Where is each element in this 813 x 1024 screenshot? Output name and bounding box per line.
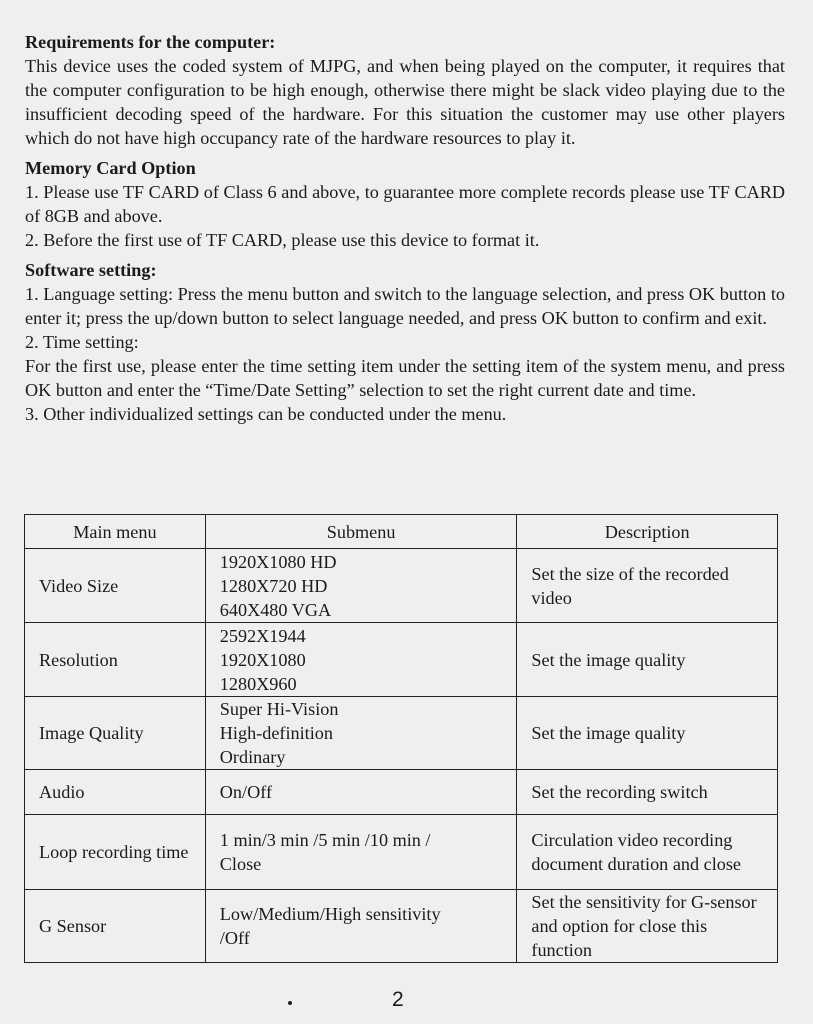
submenu-option: Close: [219, 854, 262, 874]
dot-mark: [288, 1001, 292, 1005]
requirements-heading: Requirements for the computer:: [25, 32, 276, 52]
submenu-option: Low/Medium/High sensitivity: [219, 904, 441, 924]
submenu-option: Ordinary: [219, 747, 286, 767]
table-row: [25, 815, 778, 890]
description-cell: Set the image quality: [517, 697, 778, 770]
table-row: [25, 549, 778, 623]
submenu-option: 1280X720 HD: [219, 575, 328, 596]
page-number: 2: [392, 988, 404, 1011]
main-menu-cell: Video Size: [25, 549, 206, 623]
other-settings-text: 3. Other individualized settings can be conducted under the menu.: [25, 404, 507, 424]
table-row: [25, 697, 778, 770]
language-setting-text: 1. Language setting: Press the menu button and switch to the language selection, and press OK button to enter it; press the up/down button to select language needed, and press OK button to confirm and exit.: [25, 284, 785, 328]
submenu-option: /Off: [219, 928, 250, 948]
description-cell: Set the sensitivity for G-sensor and option for close this function: [517, 890, 778, 963]
submenu-option: High-definition: [219, 723, 333, 743]
time-setting-title: 2. Time setting:: [25, 332, 139, 352]
header-description: Description: [517, 515, 778, 549]
software-heading: Software setting:: [25, 260, 157, 280]
submenu-option: 1920X1080: [219, 649, 306, 670]
submenu-option: Super Hi-Vision: [219, 699, 339, 719]
requirements-section: [25, 30, 785, 150]
submenu-option: On/Off: [219, 782, 272, 802]
table-row: [25, 623, 778, 697]
submenu-option: 640X480 VGA: [219, 599, 332, 620]
main-menu-cell: Loop recording time: [25, 815, 206, 890]
submenu-option: 1 min/3 min /5 min /10 min /: [219, 830, 431, 850]
memory-card-heading: Memory Card Option: [25, 158, 196, 178]
table-row: [25, 890, 778, 963]
time-setting-text: For the first use, please enter the time setting item under the setting item of the system menu, and press OK button and enter the “Time/Date Setting” selection to set the right current date and time.: [25, 356, 785, 400]
requirements-body: This device uses the coded system of MJPG, and when being played on the computer, it requires that the computer configuration to be high enough, otherwise there might be slack video playing due to the insufficient decoding speed of the hardware. For this situation the customer may use other players which do not have high occupancy rate of the hardware resources to play it.: [25, 56, 785, 148]
main-menu-cell: Image Quality: [25, 697, 206, 770]
description-cell: Circulation video recording document duration and close: [517, 815, 778, 890]
submenu-cell: [205, 770, 517, 815]
description-cell: Set the image quality: [517, 623, 778, 697]
submenu-cell: [205, 890, 517, 963]
main-menu-cell: Resolution: [25, 623, 206, 697]
submenu-cell: [205, 697, 517, 770]
table-row: [25, 770, 778, 815]
submenu-option: 1280X960: [219, 673, 297, 694]
submenu-cell: [205, 549, 517, 623]
manual-page: [25, 30, 785, 432]
submenu-option: 2592X1944: [219, 625, 306, 646]
submenu-cell: [205, 815, 517, 890]
description-cell: Set the recording switch: [517, 770, 778, 815]
memory-card-section: [25, 156, 785, 252]
submenu-cell: [205, 623, 517, 697]
main-menu-cell: G Sensor: [25, 890, 206, 963]
software-section: [25, 258, 785, 426]
settings-table: [24, 514, 778, 963]
memory-card-item: 2. Before the first use of TF CARD, please use this device to format it.: [25, 230, 540, 250]
header-main-menu: Main menu: [25, 515, 206, 549]
submenu-option: 1920X1080 HD: [219, 551, 337, 572]
table-header-row: [25, 515, 778, 549]
description-cell: Set the size of the recorded video: [517, 549, 778, 623]
header-submenu: Submenu: [205, 515, 517, 549]
main-menu-cell: Audio: [25, 770, 206, 815]
memory-card-item: 1. Please use TF CARD of Class 6 and above, to guarantee more complete records please use TF CARD of 8GB and above.: [25, 182, 785, 226]
